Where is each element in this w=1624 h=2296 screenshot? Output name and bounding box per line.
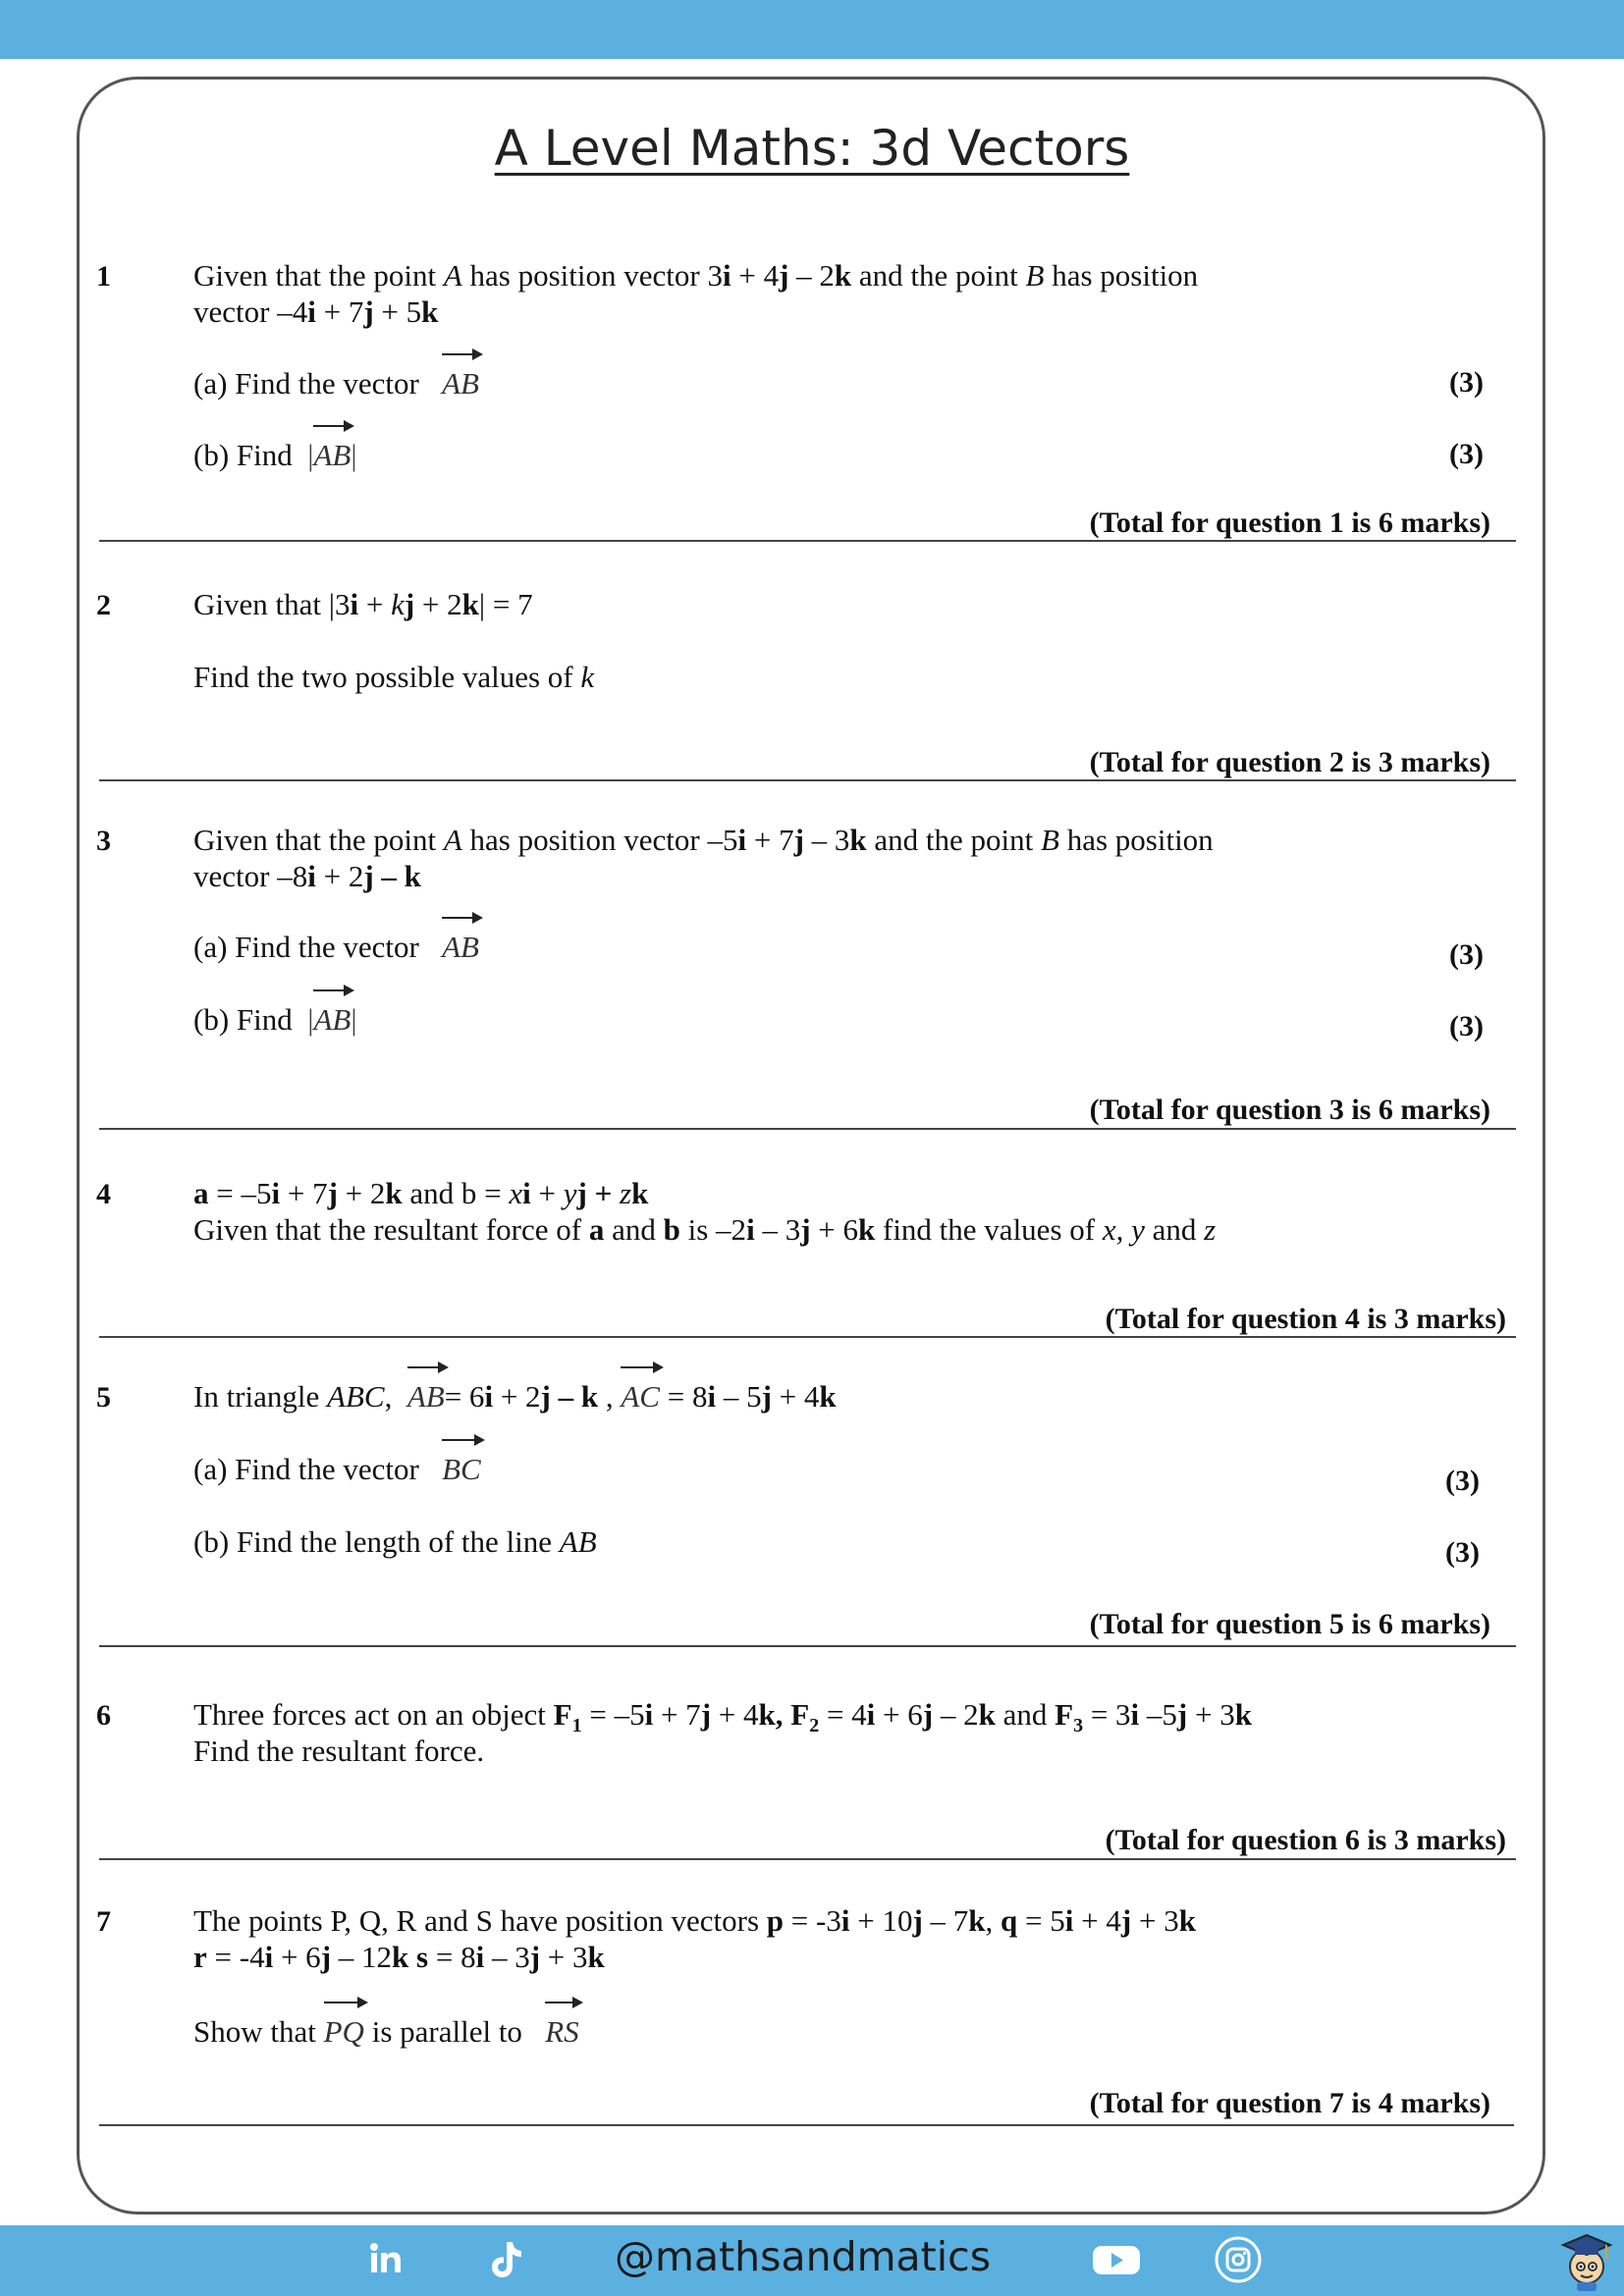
marks: (3)	[1449, 938, 1484, 971]
question-number: 1	[96, 260, 111, 293]
question-text: Find the two possible values of k	[193, 660, 595, 694]
total-marks: (Total for question 1 is 6 marks)	[1089, 507, 1490, 539]
question-text: Find the resultant force.	[193, 1734, 485, 1768]
marks: (3)	[1445, 1465, 1480, 1497]
instagram-icon[interactable]	[1214, 2235, 1263, 2284]
vector-ab: AB	[442, 930, 479, 965]
total-marks: (Total for question 7 is 4 marks)	[1089, 2087, 1490, 2119]
question-number: 3	[96, 825, 111, 857]
question-part-a: (a) Find the vector BC	[193, 1452, 481, 1487]
question-text: Given that the point A has position vector –5i + 7j – 3k and the point B has position	[193, 823, 1214, 857]
vector-ac: AC	[621, 1379, 660, 1415]
marks: (3)	[1449, 438, 1484, 470]
question-text: Three forces act on an object $F_1 = -5i + 7j + 4k$, $F_2 = 4i + 6j - 2k$ and $F_3 = 3i$ –5j + 3k	[193, 1697, 1252, 1737]
question-text: a = –5i + 7j + 2k and b = xi + yj + zk	[193, 1176, 649, 1210]
youtube-icon[interactable]	[1089, 2237, 1144, 2282]
question-text: r = -4i + 6j – 12k s = 8i – 3j + 3k	[193, 1940, 605, 1974]
question-text: Given that |3i + kj + 2k| = 7	[193, 587, 533, 621]
vector-ab: AB	[313, 1002, 351, 1038]
vector-ab: AB	[407, 1379, 445, 1415]
divider	[99, 540, 1516, 542]
linkedin-icon[interactable]	[363, 2237, 408, 2282]
question-text: Given that the point A has position vector 3i + 4j – 2k and the point B has position	[193, 258, 1199, 293]
marks: (3)	[1449, 1010, 1484, 1042]
total-marks: (Total for question 2 is 3 marks)	[1089, 746, 1490, 778]
vector-ab: AB	[442, 366, 479, 401]
divider	[99, 1645, 1516, 1647]
question-part-b: (b) Find | AB|	[193, 438, 357, 473]
total-marks: (Total for question 3 is 6 marks)	[1089, 1094, 1490, 1126]
question-number: 5	[96, 1381, 111, 1414]
question-number: 7	[96, 1905, 111, 1938]
divider	[99, 779, 1516, 781]
vector-rs: RS	[545, 2014, 578, 2050]
question-part-b: (b) Find the length of the line AB	[193, 1524, 597, 1559]
divider	[99, 1336, 1516, 1338]
divider	[99, 1858, 1516, 1860]
divider	[99, 2124, 1514, 2126]
question-number: 2	[96, 589, 111, 621]
total-marks: (Total for question 4 is 3 marks)	[1105, 1303, 1506, 1335]
total-marks: (Total for question 5 is 6 marks)	[1089, 1608, 1490, 1640]
page-title: A Level Maths: 3d Vectors	[494, 120, 1130, 177]
question-text: vector –8i + 2j – k	[193, 859, 421, 893]
graduate-mascot-icon	[1557, 2227, 1616, 2292]
marks: (3)	[1445, 1536, 1480, 1569]
question-number: 4	[96, 1178, 111, 1210]
tiktok-icon[interactable]	[485, 2237, 530, 2282]
vector-ab: AB	[313, 438, 351, 473]
question-text: The points P, Q, R and S have position vectors p = -3i + 10j – 7k, q = 5i + 4j + 3k	[193, 1903, 1196, 1938]
vector-bc: BC	[442, 1452, 481, 1487]
marks: (3)	[1449, 366, 1484, 399]
social-handle[interactable]: @mathsandmatics	[615, 2233, 992, 2280]
question-part-b: (b) Find | AB|	[193, 1002, 357, 1038]
question-part-a: (a) Find the vector AB	[193, 366, 479, 401]
question-number: 6	[96, 1699, 111, 1732]
vector-pq: PQ	[324, 2014, 364, 2050]
question-part-a: (a) Find the vector AB	[193, 930, 479, 965]
divider	[99, 1128, 1516, 1130]
total-marks: (Total for question 6 is 3 marks)	[1105, 1824, 1506, 1856]
question-text: vector –4i + 7j + 5k	[193, 294, 439, 329]
question-text: Given that the resultant force of a and b is –2i – 3j + 6k find the values of x, y and z	[193, 1212, 1217, 1247]
question-text: Show that PQ is parallel to RS	[193, 2014, 579, 2050]
top-banner	[0, 0, 1624, 59]
question-text: In triangle ABC, AB= 6i + 2j – k , AC = 8i – 5j + 4k	[193, 1379, 837, 1415]
